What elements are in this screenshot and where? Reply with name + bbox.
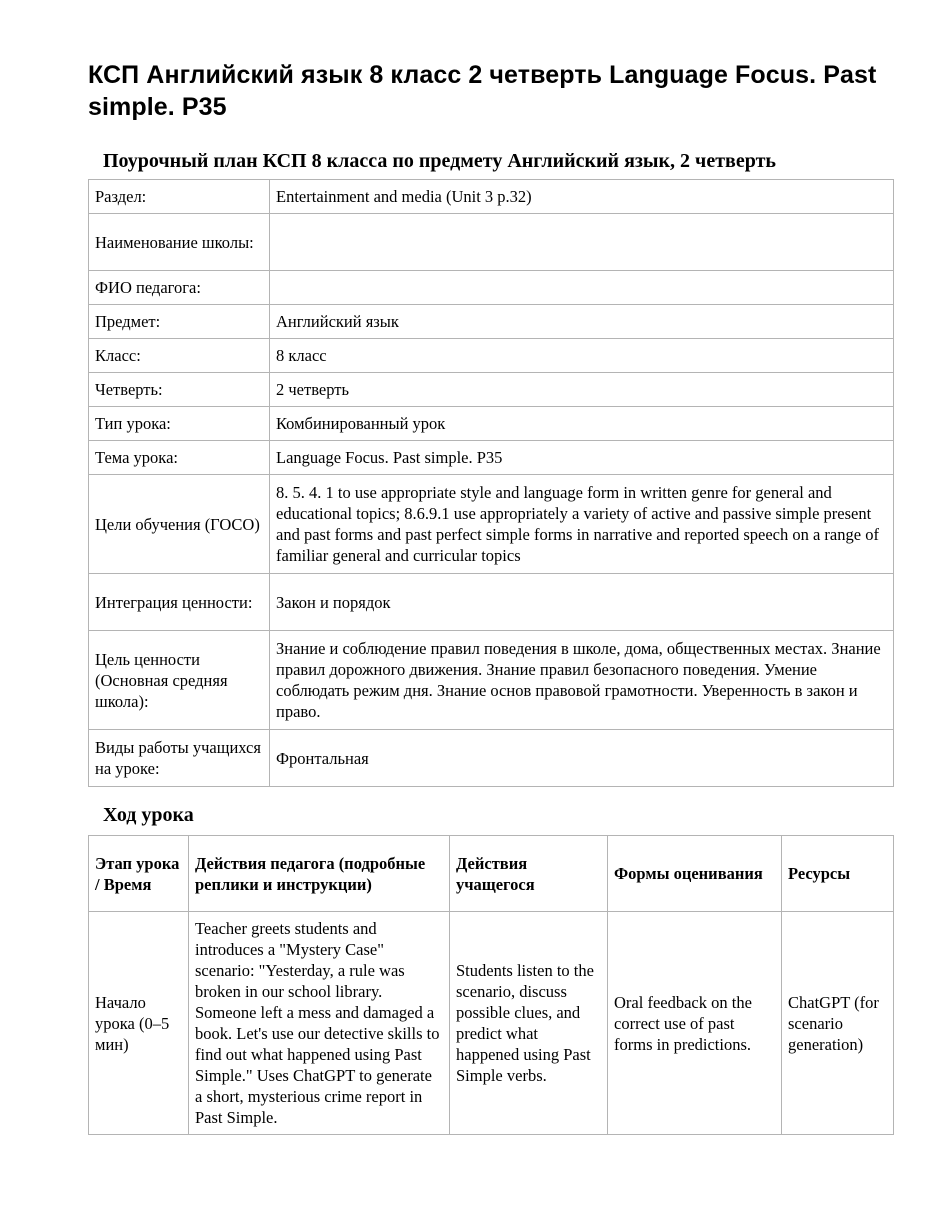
lesson-progress-table	[88, 835, 894, 1135]
document-title: КСП Английский язык 8 класс 2 четверть Language Focus. Past simple. P35	[88, 61, 877, 121]
table-header-row	[89, 836, 894, 912]
table-row	[89, 441, 894, 475]
lesson-progress-heading: Ход урока	[103, 804, 194, 826]
student-actions-cell: Students listen to the scenario, discuss possible clues, and predict what happened using Past Simple verbs.	[450, 912, 608, 1135]
row-label: Виды работы учащихся на уроке:	[89, 730, 270, 787]
document-page	[88, 0, 893, 1135]
row-label: Цели обучения (ГОСО)	[89, 475, 270, 574]
row-label: ФИО педагога:	[89, 271, 270, 305]
column-header: Формы оценивания	[608, 836, 782, 912]
column-header: Действия педагога (подробные реплики и инструкции)	[189, 836, 450, 912]
table-row	[89, 305, 894, 339]
stage-cell: Начало урока (0–5 мин)	[89, 912, 189, 1135]
table-row	[89, 475, 894, 574]
table-row	[89, 730, 894, 787]
teacher-actions-cell: Teacher greets students and introduces a "Mystery Case" scenario: "Yesterday, a rule was broken in our school library. Someone left a mess and damaged a book. Let's use our detective skills to find out what happened using Past Simple." Uses ChatGPT to generate a short, mysterious crime report in Past Simple.	[189, 912, 450, 1135]
row-label: Наименование школы:	[89, 214, 270, 271]
row-value	[270, 271, 894, 305]
row-label: Предмет:	[89, 305, 270, 339]
column-header: Ресурсы	[782, 836, 894, 912]
row-value: Английский язык	[270, 305, 894, 339]
row-value: Entertainment and media (Unit 3 p.32)	[270, 180, 894, 214]
row-value: Знание и соблюдение правил поведения в школе, дома, общественных местах. Знание правил дорожного движения. Знание правил безопасного поведения. Умение соблюдать режим дня. Знание основ правовой грамотности. Уверенность в закон и право.	[270, 631, 894, 730]
row-value: Фронтальная	[270, 730, 894, 787]
table-row	[89, 373, 894, 407]
table-row	[89, 407, 894, 441]
row-value: 8 класс	[270, 339, 894, 373]
row-label: Тема урока:	[89, 441, 270, 475]
row-value: 8. 5. 4. 1 to use appropriate style and language form in written genre for general and educational topics; 8.6.9.1 use appropriately a variety of active and passive simple present and past forms and past perfect simple forms in narrative and reported speech on a range of familiar general and curricular topics	[270, 475, 894, 574]
lesson-plan-heading: Поурочный план КСП 8 класса по предмету Английский язык, 2 четверть	[103, 150, 776, 172]
row-label: Раздел:	[89, 180, 270, 214]
row-value: 2 четверть	[270, 373, 894, 407]
row-value: Комбинированный урок	[270, 407, 894, 441]
assessment-cell: Oral feedback on the correct use of past forms in predictions.	[608, 912, 782, 1135]
row-label: Интеграция ценности:	[89, 574, 270, 631]
row-value: Language Focus. Past simple. P35	[270, 441, 894, 475]
row-label: Цель ценности (Основная средняя школа):	[89, 631, 270, 730]
table-row	[89, 180, 894, 214]
row-label: Четверть:	[89, 373, 270, 407]
table-row	[89, 271, 894, 305]
column-header: Действия учащегося	[450, 836, 608, 912]
column-header: Этап урока / Время	[89, 836, 189, 912]
table-row	[89, 339, 894, 373]
table-row	[89, 912, 894, 1135]
row-value	[270, 214, 894, 271]
row-value: Закон и порядок	[270, 574, 894, 631]
resources-cell: ChatGPT (for scenario generation)	[782, 912, 894, 1135]
table-row	[89, 214, 894, 271]
table-row	[89, 574, 894, 631]
row-label: Тип урока:	[89, 407, 270, 441]
lesson-info-table	[88, 179, 894, 787]
row-label: Класс:	[89, 339, 270, 373]
table-row	[89, 631, 894, 730]
